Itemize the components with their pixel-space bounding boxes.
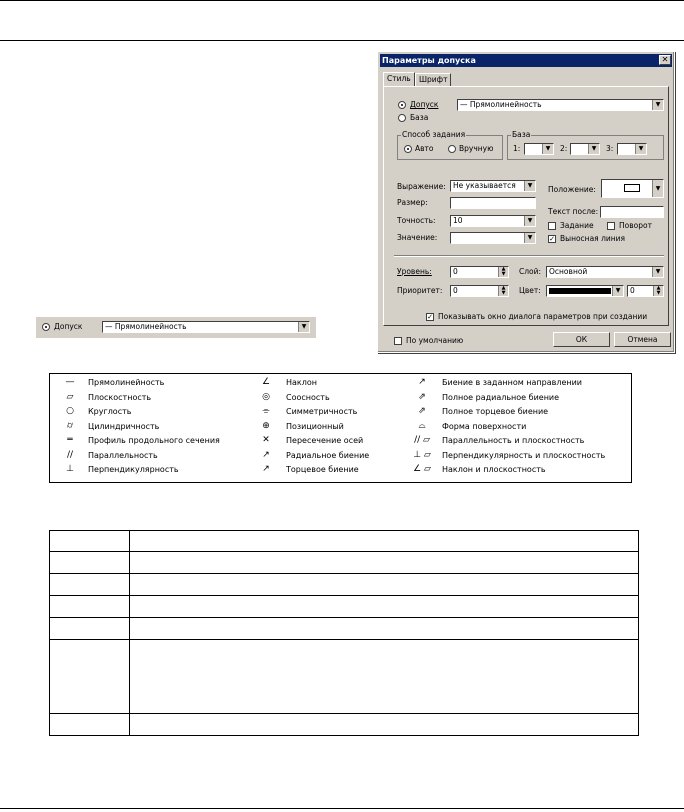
legend-symbol-icon: ◎ — [262, 391, 270, 402]
legend-symbol-icon: ⊥ ▱ — [413, 449, 431, 460]
legend-symbol-icon: ↗ — [262, 449, 270, 460]
level-label: Уровень: — [397, 267, 432, 276]
size-input[interactable] — [450, 197, 536, 209]
layer-select[interactable] — [546, 266, 664, 278]
legend-symbol-icon: ↗ — [262, 464, 270, 474]
legend-symbol-icon: // — [66, 449, 74, 460]
legend-item-label: Профиль продольного сечения — [88, 436, 220, 445]
method-auto-label: Авто — [415, 144, 434, 153]
base2-label: 2: — [560, 144, 568, 153]
chevron-down-icon: ▼ — [298, 322, 309, 332]
color-number-input[interactable] — [627, 285, 664, 297]
method-manual-radio[interactable] — [448, 145, 456, 153]
strip-tolerance-select[interactable] — [102, 321, 310, 333]
layer-value: Основной — [549, 267, 588, 276]
chevron-down-icon: ▼ — [652, 180, 663, 197]
legend-symbol-icon: ∠ ▱ — [413, 464, 431, 474]
default-checkbox-label: По умолчанию — [406, 336, 464, 345]
legend-item-label: Перпендикулярность — [88, 465, 179, 474]
tolerance-params-dialog — [377, 51, 675, 353]
tab-style-label: Стиль — [387, 74, 411, 83]
tolerance-symbols-legend — [49, 373, 632, 483]
show-dialog-checkbox[interactable]: ✓ — [427, 313, 433, 321]
color-select[interactable] — [546, 285, 624, 297]
base3-select[interactable] — [617, 143, 647, 155]
show-dialog-label: Показывать окно диалога параметров при создании — [438, 312, 648, 321]
legend-item-label: Круглость — [88, 407, 132, 416]
legend-item-label: Параллельность и плоскостность — [442, 436, 585, 445]
precision-select[interactable] — [450, 215, 536, 227]
priority-label: Приоритет: — [397, 286, 443, 295]
footer-rule — [0, 808, 684, 809]
chevron-down-icon: ▼ — [524, 233, 535, 243]
layer-label: Слой: — [519, 267, 542, 276]
tolerance-radio[interactable] — [398, 101, 406, 109]
chevron-down-icon: ▼ — [652, 267, 663, 277]
legend-symbol-icon: ⌭ — [66, 420, 74, 431]
legend-item-label: Прямолинейность — [88, 378, 165, 387]
table-row-divider — [50, 551, 638, 552]
legend-item-label: Радиальное биение — [286, 450, 370, 460]
base2-select[interactable] — [570, 143, 600, 155]
ok-button-label: ОК — [575, 335, 588, 344]
table-row-divider — [50, 639, 638, 640]
legend-item-label: Торцевое биение — [286, 465, 359, 474]
base-radio-label: База — [410, 113, 429, 122]
close-icon[interactable]: ✕ — [659, 55, 671, 65]
legend-symbol-icon: ○ — [66, 406, 74, 416]
chevron-down-icon: ▼ — [542, 144, 553, 154]
legend-item-label: Биение в заданном направлении — [442, 378, 583, 387]
method-group-label: Способ задания — [402, 130, 466, 139]
value-select[interactable] — [450, 232, 536, 244]
chevron-down-icon: ▼ — [524, 216, 535, 226]
set-checkbox-label: Задание — [560, 221, 594, 230]
legend-symbol-icon: ⌓ — [418, 420, 426, 431]
method-manual-label: Вручную — [459, 144, 494, 153]
level-input[interactable] — [450, 266, 509, 278]
strip-tolerance-value: — Прямолинейность — [105, 322, 187, 331]
legend-item-label: Параллельность — [88, 450, 158, 460]
cancel-button-label: Отмена — [627, 335, 658, 344]
leader-checkbox-label: Выносная линия — [560, 234, 626, 243]
color-label: Цвет: — [519, 286, 541, 295]
legend-symbol-icon: — — [65, 377, 75, 387]
table-row-divider — [50, 595, 638, 596]
chevron-down-icon: ▼ — [652, 100, 663, 110]
legend-item-label: Соосность — [286, 392, 330, 402]
tolerance-strip — [36, 317, 316, 338]
position-preview-icon — [624, 184, 640, 192]
base1-label: 1: — [513, 144, 521, 153]
base-group-label: База — [512, 130, 531, 139]
tolerance-radio-label: Допуск — [410, 100, 439, 109]
legend-item-label: Форма поверхности — [442, 421, 527, 431]
priority-input[interactable] — [450, 285, 509, 297]
dialog-title: Параметры допуска — [382, 56, 476, 65]
spinner-icon[interactable]: ▲ ▼ — [498, 267, 508, 277]
expression-label: Выражение: — [397, 182, 446, 191]
position-label: Положение: — [548, 185, 596, 194]
rotate-checkbox-label: Поворот — [619, 221, 652, 230]
priority-value: 0 — [453, 286, 458, 295]
separator — [394, 255, 664, 257]
rotate-checkbox[interactable] — [607, 222, 615, 230]
legend-item-label: Позиционный — [286, 421, 344, 431]
leader-checkbox[interactable]: ✓ — [549, 235, 555, 243]
legend-symbol-icon: ↗ — [418, 377, 426, 387]
legend-item-label: Полное радиальное биение — [442, 392, 560, 402]
table-row-divider — [50, 713, 638, 714]
default-checkbox[interactable] — [394, 337, 402, 345]
cancel-button[interactable] — [614, 332, 671, 347]
text-after-label: Текст после: — [548, 207, 599, 216]
base-radio[interactable] — [398, 114, 406, 122]
empty-table — [49, 530, 639, 736]
chevron-down-icon: ▼ — [635, 144, 646, 154]
legend-symbol-icon: ▱ — [66, 391, 74, 402]
color-number-value: 0 — [630, 286, 635, 295]
legend-symbol-icon: ✕ — [262, 435, 270, 445]
table-row-divider — [50, 573, 638, 574]
top-border — [0, 0, 684, 1]
position-select[interactable] — [601, 179, 664, 198]
ok-button[interactable] — [553, 332, 610, 347]
tolerance-type-value: — Прямолинейность — [460, 100, 542, 109]
tolerance-type-select[interactable] — [457, 99, 664, 111]
table-row-divider — [50, 617, 638, 618]
base1-select[interactable] — [524, 143, 554, 155]
legend-symbol-icon: ⊕ — [262, 420, 270, 431]
base3-label: 3: — [606, 144, 614, 153]
legend-item-label: Цилиндричность — [88, 421, 160, 431]
legend-symbol-icon: ⊥ — [66, 464, 74, 474]
legend-item-label: Пересечение осей — [286, 436, 364, 445]
strip-tolerance-radio[interactable] — [42, 323, 50, 331]
color-swatch — [549, 288, 611, 294]
precision-value: 10 — [453, 216, 463, 225]
dialog-titlebar — [380, 54, 672, 67]
legend-item-label: Наклон и плоскостность — [442, 465, 546, 474]
tab-font-label: Шрифт — [419, 75, 448, 84]
table-column-divider — [129, 531, 130, 735]
expression-select[interactable] — [450, 180, 536, 192]
chevron-down-icon: ▼ — [612, 286, 623, 296]
size-label: Размер: — [397, 198, 428, 207]
tab-font[interactable] — [415, 73, 451, 86]
legend-symbol-icon: ∠ — [261, 377, 271, 387]
legend-symbol-icon: ⇗ — [418, 391, 426, 402]
legend-symbol-icon: ⌯ — [262, 406, 270, 416]
legend-symbol-icon: ⇗ — [418, 406, 426, 416]
legend-symbol-icon: ═ — [67, 435, 73, 445]
legend-item-label: Наклон — [286, 378, 317, 387]
style-tab-panel — [383, 86, 669, 326]
text-after-input[interactable] — [600, 206, 664, 218]
tab-style[interactable] — [383, 72, 415, 86]
set-checkbox[interactable] — [548, 222, 556, 230]
chevron-down-icon: ▼ — [588, 144, 599, 154]
method-auto-radio[interactable] — [404, 145, 412, 153]
spinner-icon[interactable]: ▲ ▼ — [498, 286, 508, 296]
value-label: Значение: — [397, 233, 438, 242]
level-value: 0 — [453, 267, 458, 276]
legend-item-label: Плоскостность — [88, 392, 152, 402]
chevron-down-icon: ▼ — [524, 181, 535, 191]
legend-item-label: Перпендикулярность и плоскостность — [442, 450, 606, 460]
legend-item-label: Полное торцевое биение — [442, 407, 549, 416]
expression-value: Не указывается — [453, 181, 516, 190]
spinner-icon[interactable]: ▲ ▼ — [653, 286, 663, 296]
legend-symbol-icon: // ▱ — [414, 435, 430, 445]
header-rule — [0, 40, 684, 41]
legend-item-label: Симметричность — [286, 407, 358, 416]
strip-tolerance-label: Допуск — [54, 322, 83, 331]
precision-label: Точность: — [397, 216, 436, 225]
